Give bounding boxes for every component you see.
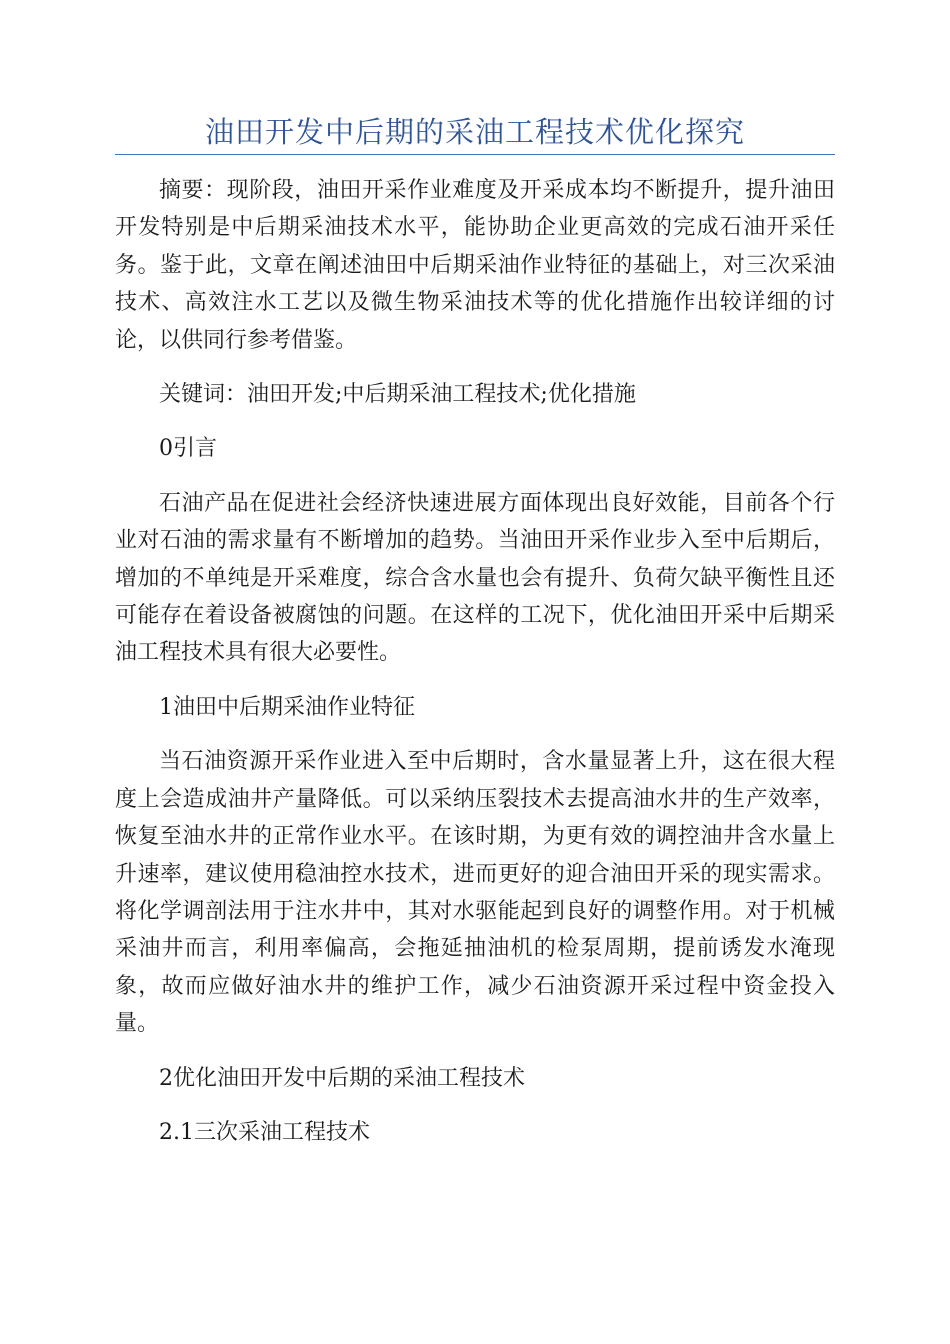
section-1-paragraph: 当石油资源开采作业进入至中后期时，含水量显著上升，这在很大程度上会造成油井产量降低。可以采纳压裂技术去提高油水井的生产效率，恢复至油水井的正常作业水平。在该时期，为更有效的调控油井含水量上升速率，建议使用稳油控水技术，进而更好的迎合油田开采的现实需求。将化学调剖法用于注水井中，其对水驱能起到良好的调整作用。对于机械采油井而言，利用率偏高，会拖延抽油机的检泵周期，提前诱发水淹现象，故而应做好油水井的维护工作，减少石油资源开采过程中资金投入量。 [115,749,835,1037]
section-heading-2: 2优化油田开发中后期的采油工程技术 [159,1065,525,1091]
abstract-paragraph: 摘要：现阶段，油田开采作业难度及开采成本均不断提升，提升油田开发特别是中后期采油技术水平，能协助企业更高效的完成石油开采任务。鉴于此，文章在阐述油田中后期采油作业特征的基础上，对三次采油技术、高效注水工艺以及微生物采油技术等的优化措施作出较详细的讨论，以供同行参考借鉴。 [115,178,835,353]
section-heading-1: 1油田中后期采油作业特征 [159,694,415,720]
keywords-paragraph: 关键词：油田开发;中后期采油工程技术;优化措施 [159,382,636,408]
title-underline [115,154,835,155]
document-body [115,172,835,1168]
section-heading-introduction: 0引言 [159,436,217,462]
section-heading-2-1: 2.1三次采油工程技术 [159,1119,370,1145]
introduction-paragraph: 石油产品在促进社会经济快速进展方面体现出良好效能，目前各个行业对石油的需求量有不断增加的趋势。当油田开采作业步入至中后期后，增加的不单纯是开采难度，综合含水量也会有提升、负荷欠缺平衡性且还可能存在着设备被腐蚀的问题。在这样的工况下，优化油田开采中后期采油工程技术具有很大必要性。 [115,490,835,666]
document-title: 油田开发中后期的采油工程技术优化探究 [204,115,745,149]
